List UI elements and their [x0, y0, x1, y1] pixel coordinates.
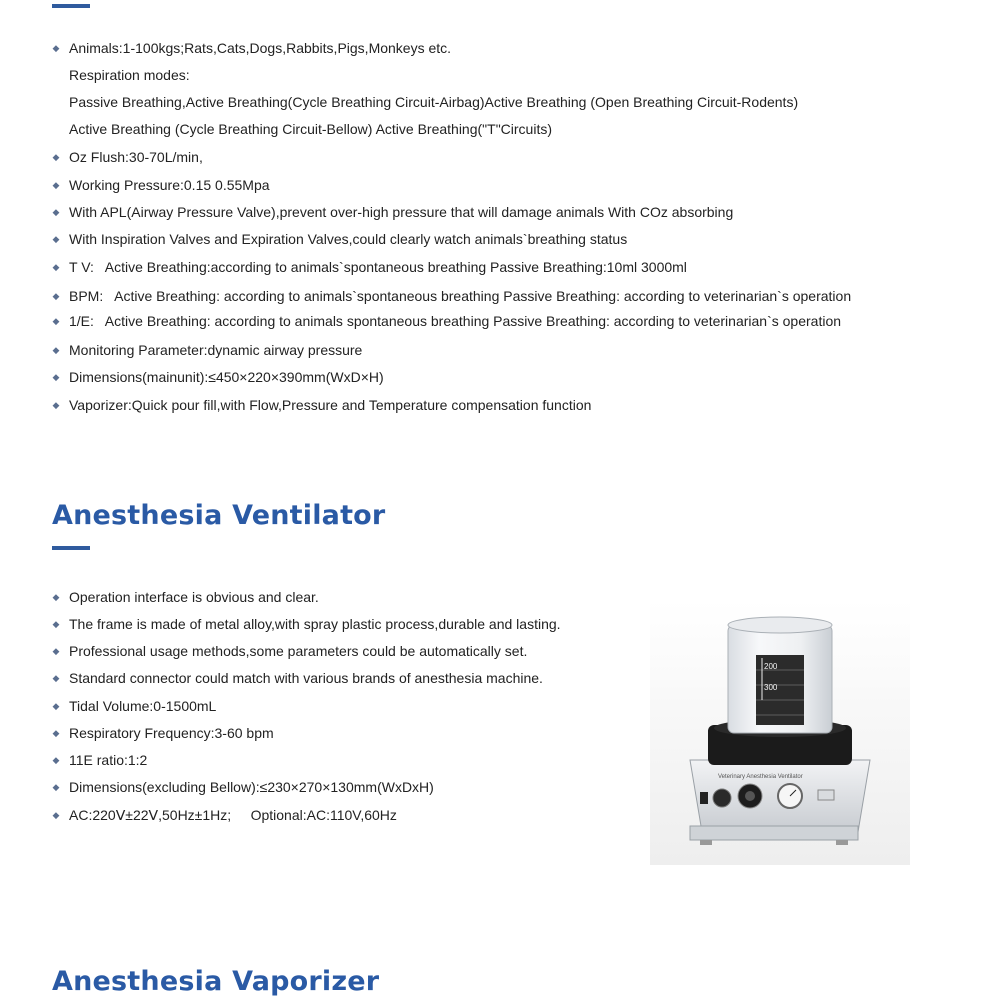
bullet-icon: ◆ — [52, 782, 60, 792]
bullet-icon: ◆ — [52, 810, 60, 820]
section-title-ventilator: Anesthesia Ventilator — [52, 500, 386, 531]
ventilator-spec-item: The frame is made of metal alloy,with spray plastic process,durable and lasting. — [69, 616, 561, 632]
spec-vaporizer: Vaporizer:Quick pour fill,with Flow,Pressure and Temperature compensation function — [69, 397, 592, 413]
section1-accent-bar — [52, 4, 90, 8]
ventilator-spec-item: Standard connector could match with various brands of anesthesia machine. — [69, 670, 543, 686]
bullet-icon: ◆ — [52, 646, 60, 656]
scale-300-label: 300 — [764, 683, 778, 692]
spec-animals: Animals:1-100kgs;Rats,Cats,Dogs,Rabbits,Pigs,Monkeys etc. — [69, 40, 452, 56]
ventilator-spec-item: 11E ratio:1:2 — [69, 752, 148, 768]
spec-respiration-modes: Respiration modes: — [69, 67, 190, 83]
spec-respiration-modes-line3: Active Breathing (Cycle Breathing Circuit-Bellow) Active Breathing("T"Circuits) — [69, 121, 552, 137]
spec-respiration-modes-line2: Passive Breathing,Active Breathing(Cycle Breathing Circuit-Airbag)Active Breathing (Open Breathing Circuit-Rodents) — [69, 94, 799, 110]
spec-ie: 1/E: Active Breathing: according to animals spontaneous breathing Passive Breathing: according to veterinarian`s operation — [69, 313, 842, 329]
bullet-icon: ◆ — [52, 43, 60, 53]
spec-working-pressure: Working Pressure:0.15 0.55Mpa — [69, 177, 270, 193]
ventilator-spec-item: Tidal Volume:0-1500mL — [69, 698, 217, 714]
ventilator-spec-item: AC:220Ⅴ±22Ⅴ,50Hz±1Hz; Optional:AC:110V,60Hz — [69, 807, 397, 823]
bullet-icon: ◆ — [52, 701, 60, 711]
ventilator-product-image — [650, 600, 910, 865]
bullet-icon: ◆ — [52, 345, 60, 355]
ventilator-spec-item: Operation interface is obvious and clear. — [69, 589, 319, 605]
spec-o2-flush: Oz Flush:30-70L/min, — [69, 149, 203, 165]
section-title-vaporizer: Anesthesia Vaporizer — [52, 966, 380, 997]
bullet-icon: ◆ — [52, 291, 60, 301]
bullet-icon: ◆ — [52, 592, 60, 602]
spec-apl: With APL(Airway Pressure Valve),prevent over-high pressure that will damage animals With COz absorbing — [69, 204, 734, 220]
spec-tv: T V: Active Breathing:according to animals`spontaneous breathing Passive Breathing:10ml 3000ml — [69, 259, 687, 275]
ventilator-spec-item: Professional usage methods,some parameters could be automatically set. — [69, 643, 528, 659]
bullet-icon: ◆ — [52, 728, 60, 738]
scale-200-label: 200 — [764, 662, 778, 671]
section2-accent-bar — [52, 546, 90, 550]
bullet-icon: ◆ — [52, 673, 60, 683]
bullet-icon: ◆ — [52, 207, 60, 217]
spec-bpm: BPM: Active Breathing: according to animals`spontaneous breathing Passive Breathing: according to veterinarian`s operation — [69, 288, 852, 304]
bullet-icon: ◆ — [52, 180, 60, 190]
device-label: Veterinary Anesthesia Ventilator — [718, 774, 803, 780]
spec-dimensions: Dimensions(mainunit):≤450×220×390mm(WxD×H) — [69, 369, 384, 385]
bullet-icon: ◆ — [52, 316, 60, 326]
bullet-icon: ◆ — [52, 619, 60, 629]
bullet-icon: ◆ — [52, 755, 60, 765]
ventilator-spec-item: Respiratory Frequency:3-60 bpm — [69, 725, 274, 741]
bullet-icon: ◆ — [52, 234, 60, 244]
bullet-icon: ◆ — [52, 152, 60, 162]
bullet-icon: ◆ — [52, 262, 60, 272]
bullet-icon: ◆ — [52, 400, 60, 410]
bullet-icon: ◆ — [52, 372, 60, 382]
ventilator-spec-item: Dimensions(excluding Bellow):≤230×270×130mm(WxDxH) — [69, 779, 434, 795]
spec-valves: With Inspiration Valves and Expiration Valves,could clearly watch animals`breathing status — [69, 231, 628, 247]
spec-monitoring: Monitoring Parameter:dynamic airway pressure — [69, 342, 363, 358]
